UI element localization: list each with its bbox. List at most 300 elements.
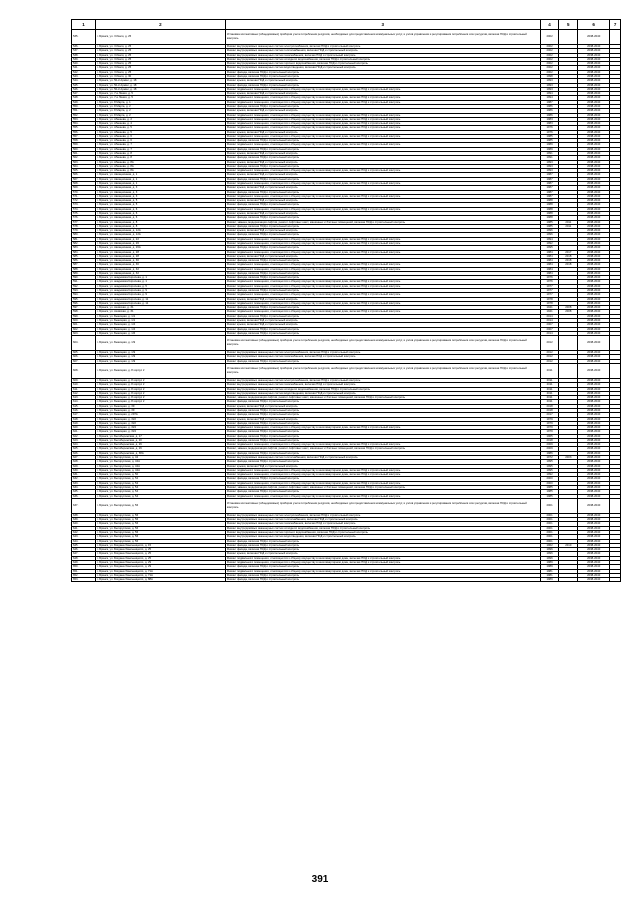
last-repair-year-cell: 2018 (559, 263, 578, 267)
planned-period-cell: 2038-2040 (578, 468, 610, 472)
planned-period-cell: 2038-2040 (578, 486, 610, 490)
build-year-cell: 1993 (540, 164, 559, 168)
address-cell: г. Брянск, ул. Авиационная, д. 26А (96, 246, 226, 250)
planned-period-cell: 2038-2040 (578, 426, 610, 430)
build-year-cell: 1984 (540, 259, 559, 263)
address-cell: г. Брянск, ул. Белорусская, д. 56 (96, 518, 226, 522)
build-year-cell: 2001 (540, 530, 559, 534)
work-type-cell: Установка коллективных (общедомовых) приборов учета потребления ресурсов, необходимых для предоставления коммунальных услуг, и узлов управления и регулирования потребления этих ресурсов, включая ПСД и строительный контроль (225, 498, 540, 513)
address-cell: г. Брянск, ул. Бежицкая, д. 1/4 (96, 327, 226, 331)
row-number-cell: 591. (72, 280, 96, 284)
row-number-cell: 622. (72, 434, 96, 438)
build-year-cell: 1995 (540, 464, 559, 468)
build-year-cell: 1991 (540, 156, 559, 160)
header-col-4: 4 (540, 20, 559, 30)
address-cell: г. Брянск, ул. Бежицкая, д. 39 (96, 408, 226, 412)
build-year-cell: 1983 (540, 122, 559, 126)
work-type-cell: Ремонт фасада, включая ПСД и строительный контроль (225, 276, 540, 280)
build-year-cell: 1985 (540, 134, 559, 138)
address-cell: г. Брянск, ул. Абашева, д. 8 (96, 152, 226, 156)
planned-period-cell: 2038-2040 (578, 250, 610, 254)
address-cell: г. Брянск, ул. академика Королева, д. 9 (96, 289, 226, 293)
work-type-cell: Ремонт подвального помещения, относящегося к общему имуществу в многоквартирном доме, включая ПСД и строительный контроль (225, 194, 540, 198)
planned-period-cell: 2038-2040 (578, 177, 610, 181)
planned-period-cell: 2038-2040 (578, 387, 610, 391)
work-type-cell: Ремонт фасада, включая ПСД и строительный контроль (225, 224, 540, 228)
work-type-cell: Ремонт крыши, включая ПСД и строительный контроль (225, 323, 540, 327)
row-number-cell: 612. (72, 391, 96, 395)
build-year-cell: 1972 (540, 456, 559, 460)
build-year-cell: 2002 (540, 53, 559, 57)
work-type-cell: Ремонт подвального помещения, относящегося к общему имуществу в многоквартирном доме, включая ПСД и строительный контроль (225, 117, 540, 121)
address-cell: г. Брянск, ул. Богдана Хмельницкого, д. 88А (96, 578, 226, 582)
address-cell: г. Брянск, ул. 3 Июля, д. 25 (96, 70, 226, 74)
work-type-cell: Ремонт фасада, включая ПСД и строительный контроль (225, 104, 540, 108)
planned-period-cell: 2038-2040 (578, 113, 610, 117)
build-year-cell: 1988 (540, 203, 559, 207)
work-type-cell: Ремонт фасада, включая ПСД и строительный контроль (225, 246, 540, 250)
row-number-cell: 562. (72, 156, 96, 160)
address-cell: г. Брянск, ул. Бежицкая, д. 8 корпус 2 (96, 387, 226, 391)
work-type-cell: Ремонт внутридомовых инженерных систем газоснабжения, включая ПСД и строительный контроль (225, 383, 540, 387)
row-number-cell: 587. (72, 263, 96, 267)
address-cell: г. Брянск, ул. Авиационная, д. 6 (96, 216, 226, 220)
work-type-cell: Установка коллективных (общедомовых) приборов учета потребления ресурсов, необходимых для предоставления коммунальных услуг, и узлов управления и регулирования потребления этих ресурсов, включая ПСД и строительный контроль (225, 30, 540, 45)
row-number-cell: 579. (72, 229, 96, 233)
address-cell: г. Брянск, ул. Абашева, д. 6 (96, 134, 226, 138)
row-number-cell: 599. (72, 314, 96, 318)
row-number-cell: 608. (72, 363, 96, 378)
last-repair-year-cell: 2018 (559, 259, 578, 263)
work-type-cell: Ремонт внутридомовых инженерных систем газоснабжения, включая ПСД и строительный контроль (225, 355, 540, 359)
work-type-cell: Ремонт подвального помещения, относящегося к общему имуществу в многоквартирном доме, включая ПСД и строительный контроль (225, 556, 540, 560)
work-type-cell: Ремонт подвального помещения, относящегося к общему имуществу в многоквартирном доме, включая ПСД и строительный контроль (225, 293, 540, 297)
row-number-cell: 538. (72, 53, 96, 57)
build-year-cell: 2014 (540, 314, 559, 318)
work-type-cell: Ремонт подвального помещения, относящегося к общему имуществу в многоквартирном доме, включая ПСД и строительный контроль (225, 100, 540, 104)
row-number-cell: 597. (72, 306, 96, 310)
address-cell: г. Брянск, ул. Авиационная, д. 12А (96, 233, 226, 237)
planned-period-cell: 2038-2040 (578, 383, 610, 387)
work-type-cell: Ремонт подвального помещения, относящегося к общему имуществу в многоквартирном доме, включая ПСД и строительный контроль (225, 301, 540, 305)
work-type-cell: Ремонт подвального помещения, относящегося к общему имуществу в многоквартирном доме, включая ПСД и строительный контроль (225, 122, 540, 126)
row-number-cell: 581. (72, 237, 96, 241)
address-cell: г. Брянск, ул. Богдана Хмельницкого, д. 29 (96, 565, 226, 569)
build-year-cell: 1977 (540, 284, 559, 288)
row-number-cell: 638. (72, 513, 96, 517)
address-cell: г. Брянск, ул. Богдана Хмельницкого, д. 71А (96, 573, 226, 577)
row-number-cell: 626. (72, 451, 96, 455)
work-type-cell: Ремонт фасада, включая ПСД и строительный контроль (225, 408, 540, 412)
work-type-cell: Ремонт внутридомовых инженерных систем электроснабжения, включая ПСД и строительный контроль (225, 378, 540, 382)
table-header-row (72, 20, 621, 30)
row-number-cell: 632. (72, 477, 96, 481)
planned-period-cell: 2038-2040 (578, 152, 610, 156)
build-year-cell: 1976 (540, 130, 559, 134)
address-cell: г. Брянск, ул. Белорусская, д. 56 (96, 513, 226, 517)
address-cell: г. Брянск, ул. Азовская, д. 31 (96, 306, 226, 310)
planned-period-cell: 2038-2040 (578, 100, 610, 104)
address-cell: г. Брянск, ул. Абашева, д. 8 (96, 156, 226, 160)
address-cell: г. Брянск, ул. Бежицкая, д. 322 (96, 417, 226, 421)
build-year-cell: 2001 (540, 539, 559, 543)
work-type-cell: Ремонт крыши, включая ПСД и строительный контроль (225, 186, 540, 190)
address-cell: г. Брянск, ул. Авиационная, д. 30 (96, 263, 226, 267)
address-cell: г. Брянск, ул. Белорусская, д. 56 (96, 526, 226, 530)
address-cell: г. Брянск, ул. Абашева, д. 8А (96, 169, 226, 173)
table-row (72, 336, 621, 351)
build-year-cell: 2018 (540, 408, 559, 412)
planned-period-cell: 2038-2040 (578, 229, 610, 233)
address-cell: г. Брянск, ул. Авиационная, д. 6 (96, 211, 226, 215)
row-number-cell: 611. (72, 387, 96, 391)
planned-period-cell: 2038-2040 (578, 74, 610, 78)
row-number-cell: 585. (72, 254, 96, 258)
work-type-cell: Ремонт фасада, включая ПСД и строительный контроль (225, 359, 540, 363)
address-cell: г. Брянск, ул. Богдана Хмельницкого, д. 29 (96, 560, 226, 564)
work-type-cell: Ремонт фасада, включая ПСД и строительный контроль (225, 190, 540, 194)
planned-period-cell: 2038-2040 (578, 438, 610, 442)
address-cell: г. Брянск, ул. 3 Июля, д. 25 (96, 62, 226, 66)
work-type-cell: Ремонт подвального помещения, относящегося к общему имуществу в многоквартирном доме, включая ПСД и строительный контроль (225, 237, 540, 241)
work-type-cell: Ремонт, замена, модернизация лифтов, ремонт лифтовых шахт, машинных и блочных помещений, включая ПСД и строительный контроль (225, 447, 540, 451)
build-year-cell: 1986 (540, 109, 559, 113)
row-number-cell: 574. (72, 207, 96, 211)
row-number-cell: 594. (72, 293, 96, 297)
address-cell: г. Брянск, ул. Белорусская, д. 54 (96, 490, 226, 494)
work-type-cell: Ремонт крыши, включая ПСД и строительный контроль (225, 229, 540, 233)
planned-period-cell: 2038-2040 (578, 530, 610, 534)
work-type-cell: Ремонт крыши, включая ПСД и строительный контроль (225, 211, 540, 215)
work-type-cell: Ремонт фасада, включая ПСД и строительный контроль (225, 147, 540, 151)
planned-period-cell: 2038-2040 (578, 498, 610, 513)
work-type-cell: Ремонт фасада, включая ПСД и строительный контроль (225, 430, 540, 434)
work-type-cell: Ремонт подвального помещения, относящегося к общему имуществу в многоквартирном доме, включая ПСД и строительный контроль (225, 473, 540, 477)
planned-period-cell: 2038-2040 (578, 224, 610, 228)
address-cell: г. Брянск, ул. Бежицкая, д. 1/9 (96, 336, 226, 351)
build-year-cell: 1977 (540, 293, 559, 297)
row-number-cell: 602. (72, 327, 96, 331)
work-type-cell: Установка коллективных (общедомовых) приборов учета потребления ресурсов, необходимых для предоставления коммунальных услуг, и узлов управления и регулирования потребления этих ресурсов, включая ПСД и строительный контроль (225, 363, 540, 378)
address-cell: г. Брянск, ул. Белорусская, д. 54 (96, 494, 226, 498)
address-cell: г. Брянск, ул. Абашева, д. 8А (96, 164, 226, 168)
planned-period-cell: 2038-2040 (578, 134, 610, 138)
work-type-cell: Ремонт крыши, включая ПСД и строительный контроль (225, 173, 540, 177)
planned-period-cell: 2038-2040 (578, 147, 610, 151)
build-year-cell: 1987 (540, 186, 559, 190)
row-number-cell: 619. (72, 421, 96, 425)
address-cell: г. Брянск, ул. академика Королева, д. 5 (96, 284, 226, 288)
row-number-cell: 640. (72, 522, 96, 526)
planned-period-cell: 2038-2040 (578, 30, 610, 45)
address-cell: г. Брянск, ул. Авиационная, д. 22 (96, 237, 226, 241)
address-cell: г. Брянск, ул. Авиационная, д. 30 (96, 259, 226, 263)
address-cell: г. Брянск, ул. Бежицкая, д. 8 корпус 2 (96, 396, 226, 400)
build-year-cell: 2017 (540, 413, 559, 417)
build-year-cell: 1984 (540, 250, 559, 254)
row-number-cell: 551. (72, 109, 96, 113)
build-year-cell: 2002 (540, 57, 559, 61)
address-cell: г. Брянск, ул. Белобережская, д. 26 (96, 443, 226, 447)
work-type-cell: Ремонт фасада, включая ПСД и строительный контроль (225, 565, 540, 569)
row-number-cell: 627. (72, 456, 96, 460)
row-number-cell: 631. (72, 473, 96, 477)
work-type-cell: Ремонт подвального помещения, относящегося к общему имуществу в многоквартирном доме, включая ПСД и строительный контроль (225, 468, 540, 472)
address-cell: г. Брянск, ул. Абашева, д. 6 (96, 139, 226, 143)
work-type-cell: Ремонт крыши, включая ПСД и строительный контроль (225, 297, 540, 301)
work-type-cell: Ремонт фасада, включая ПСД и строительный контроль (225, 578, 540, 582)
work-type-cell: Ремонт внутридомовых инженерных систем теплоснабжения, включая ПСД и строительный контроль (225, 456, 540, 460)
work-type-cell: Ремонт подвального помещения, относящегося к общему имуществу в многоквартирном доме, включая ПСД и строительный контроль (225, 87, 540, 91)
build-year-cell: 1986 (540, 113, 559, 117)
work-type-cell: Ремонт крыши, включая ПСД и строительный контроль (225, 552, 540, 556)
row-number-cell: 576. (72, 216, 96, 220)
row-number-cell: 601. (72, 323, 96, 327)
work-type-cell: Ремонт крыши, включая ПСД и строительный контроль (225, 160, 540, 164)
work-type-cell: Ремонт фасада, включая ПСД и строительный контроль (225, 331, 540, 335)
address-cell: г. Брянск, ул. Бежицкая, д. 297А (96, 413, 226, 417)
build-year-cell: 1984 (540, 263, 559, 267)
row-number-cell: 604. (72, 336, 96, 351)
build-year-cell: 1985 (540, 220, 559, 224)
address-cell: г. Брянск, ул. 8 Марта, д. 2 (96, 109, 226, 113)
row-number-cell: 589. (72, 271, 96, 275)
row-number-cell: 621. (72, 430, 96, 434)
planned-period-cell: 2038-2040 (578, 560, 610, 564)
build-year-cell: 1941 (540, 306, 559, 310)
row-number-cell: 588. (72, 267, 96, 271)
build-year-cell: 2001 (540, 498, 559, 513)
row-number-cell: 552. (72, 113, 96, 117)
row-number-cell: 606. (72, 355, 96, 359)
row-number-cell: 539. (72, 57, 96, 61)
header-col-6: 6 (578, 20, 610, 30)
address-cell: г. Брянск, ул. 3 Июля, д. 25 (96, 30, 226, 45)
planned-period-cell: 2038-2040 (578, 421, 610, 425)
planned-period-cell: 2038-2040 (578, 169, 610, 173)
work-type-cell: Ремонт фасада, включая ПСД и строительный контроль (225, 477, 540, 481)
last-repair-year-cell: 2018 (559, 254, 578, 258)
row-number-cell: 610. (72, 383, 96, 387)
work-type-cell: Ремонт внутридомовых инженерных систем теплоснабжения, включая ПСД и строительный контроль (225, 49, 540, 53)
planned-period-cell: 2038-2040 (578, 539, 610, 543)
address-cell: г. Брянск, ул. Бежицкая, д. 1/9 (96, 359, 226, 363)
work-type-cell: Ремонт внутридомовых инженерных систем водоотведения, включая ПСД и строительный контроль (225, 391, 540, 395)
row-number-cell: 546. (72, 87, 96, 91)
build-year-cell: 1996 (540, 229, 559, 233)
address-cell: г. Брянск, ул. Белорусская, д. 56 (96, 498, 226, 513)
row-number-cell: 578. (72, 224, 96, 228)
build-year-cell: 1993 (540, 87, 559, 91)
planned-period-cell: 2038-2040 (578, 306, 610, 310)
planned-period-cell: 2038-2040 (578, 156, 610, 160)
work-type-cell: Ремонт фасада, включая ПСД и строительный контроль (225, 156, 540, 160)
build-year-cell: 2011 (540, 378, 559, 382)
address-cell: г. Брянск, ул. Бежицкая, д. 39 (96, 404, 226, 408)
address-cell: г. Брянск, ул. Авиационная, д. 28 (96, 250, 226, 254)
planned-period-cell: 2038-2040 (578, 464, 610, 468)
build-year-cell: 1985 (540, 224, 559, 228)
work-type-cell: Установка коллективных (общедомовых) приборов учета потребления ресурсов, необходимых для предоставления коммунальных услуг, и узлов управления и регулирования потребления этих ресурсов, включая ПСД и строительный контроль (225, 336, 540, 351)
work-type-cell: Ремонт крыши, включая ПСД и строительный контроль (225, 92, 540, 96)
register-sheet (71, 19, 621, 582)
row-number-cell: 580. (72, 233, 96, 237)
planned-period-cell: 2038-2040 (578, 241, 610, 245)
build-year-cell: 1993 (540, 83, 559, 87)
build-year-cell: 1985 (540, 139, 559, 143)
build-year-cell: 2002 (540, 30, 559, 45)
row-number-cell: 567. (72, 177, 96, 181)
build-year-cell: 1979 (540, 421, 559, 425)
address-cell: г. Брянск, ул. Бежицкая, д. 324 (96, 430, 226, 434)
row-number-cell: 603. (72, 331, 96, 335)
address-cell: г. Брянск, ул. Абашева, д. 8А (96, 160, 226, 164)
planned-period-cell: 2038-2040 (578, 359, 610, 363)
address-cell: г. Брянск, ул. Абашева, д. 7 (96, 143, 226, 147)
header-col-5: 5 (559, 20, 578, 30)
planned-period-cell: 2038-2040 (578, 556, 610, 560)
planned-period-cell: 2038-2040 (578, 301, 610, 305)
row-number-cell: 554. (72, 122, 96, 126)
work-type-cell: Ремонт фасада, включая ПСД и строительный контроль (225, 74, 540, 78)
planned-period-cell: 2038-2040 (578, 473, 610, 477)
build-year-cell: 2001 (540, 518, 559, 522)
build-year-cell: 1994 (540, 92, 559, 96)
row-number-cell: 628. (72, 460, 96, 464)
build-year-cell: 2002 (540, 66, 559, 70)
row-number-cell: 583. (72, 246, 96, 250)
build-year-cell: 1993 (540, 169, 559, 173)
address-cell: г. Брянск, ул. Абашева, д. 2 (96, 117, 226, 121)
planned-period-cell: 2038-2040 (578, 53, 610, 57)
work-type-cell: Ремонт подвального помещения, относящегося к общему имуществу в многоквартирном доме, включая ПСД и строительный контроль (225, 481, 540, 485)
row-number-cell: 547. (72, 92, 96, 96)
planned-period-cell: 2038-2040 (578, 207, 610, 211)
address-cell: г. Брянск, ул. 3 Июля, д. 25 (96, 45, 226, 49)
planned-period-cell: 2038-2040 (578, 363, 610, 378)
planned-period-cell: 2038-2040 (578, 246, 610, 250)
build-year-cell: 2002 (540, 62, 559, 66)
address-cell: г. Брянск, ул. Бежицкая, д. 1/6 (96, 331, 226, 335)
last-repair-year-cell (559, 363, 578, 378)
build-year-cell: 1981 (540, 569, 559, 573)
planned-period-cell: 2038-2040 (578, 173, 610, 177)
address-cell: г. Брянск, ул. Белорусская, д. 50 (96, 473, 226, 477)
address-cell: г. Брянск, ул. Белорусская, д. 56 (96, 535, 226, 539)
table-row (72, 498, 621, 513)
address-cell: г. Брянск, ул. академика Королева, д. 1 (96, 276, 226, 280)
planned-period-cell: 2038-2040 (578, 578, 610, 582)
build-year-cell: 1985 (540, 490, 559, 494)
work-type-cell: Ремонт фасада, включая ПСД и строительный контроль (225, 164, 540, 168)
planned-period-cell: 2038-2040 (578, 451, 610, 455)
work-type-cell: Ремонт фасада, включая ПСД и строительный контроль (225, 177, 540, 181)
work-type-cell: Ремонт подвального помещения, относящегося к общему имуществу в многоквартирном доме, включая ПСД и строительный контроль (225, 241, 540, 245)
work-type-cell: Ремонт фасада, включая ПСД и строительный контроль (225, 271, 540, 275)
build-year-cell: 1989 (540, 565, 559, 569)
address-cell: г. Брянск, ул. академика Королева, д. 11 (96, 297, 226, 301)
row-number-cell: 568. (72, 182, 96, 186)
build-year-cell: 2012 (540, 351, 559, 355)
planned-period-cell: 2038-2040 (578, 126, 610, 130)
work-type-cell: Ремонт фасада, включая ПСД и строительный контроль (225, 259, 540, 263)
work-type-cell: Ремонт фасада, включая ПСД и строительный контроль (225, 573, 540, 577)
row-number-cell: 565. (72, 169, 96, 173)
address-cell: г. Брянск, ул. 50-й Армии, д. 18 (96, 87, 226, 91)
note-cell (610, 30, 621, 45)
work-type-cell: Ремонт подвального помещения, относящегося к общему имуществу в многоквартирном доме, включая ПСД и строительный контроль (225, 207, 540, 211)
planned-period-cell: 2038-2040 (578, 400, 610, 404)
work-type-cell: Ремонт подвального помещения, относящегося к общему имуществу в многоквартирном доме, включая ПСД и строительный контроль (225, 169, 540, 173)
work-type-cell: Ремонт подвального помещения, относящегося к общему имуществу в многоквартирном доме, включая ПСД и строительный контроль (225, 134, 540, 138)
row-number-cell: 560. (72, 147, 96, 151)
build-year-cell: 1987 (540, 100, 559, 104)
address-cell: г. Брянск, ул. 8 Марта, д. 2 (96, 113, 226, 117)
build-year-cell: 1962 (540, 543, 559, 547)
planned-period-cell: 2038-2040 (578, 552, 610, 556)
build-year-cell: 1994 (540, 237, 559, 241)
planned-period-cell: 2038-2040 (578, 122, 610, 126)
planned-period-cell: 2038-2040 (578, 117, 610, 121)
row-number-cell: 641. (72, 526, 96, 530)
row-number-cell: 549. (72, 100, 96, 104)
address-cell: г. Брянск, ул. Бежицкая, д. 8 корпус 2 (96, 378, 226, 382)
planned-period-cell: 2038-2040 (578, 267, 610, 271)
planned-period-cell: 2038-2040 (578, 481, 610, 485)
build-year-cell: 1994 (540, 96, 559, 100)
planned-period-cell: 2038-2040 (578, 413, 610, 417)
address-cell: г. Брянск, ул. 3 Июля, д. 25 (96, 53, 226, 57)
planned-period-cell: 2038-2040 (578, 203, 610, 207)
build-year-cell: 1976 (540, 280, 559, 284)
address-cell: г. Брянск, ул. Азовская, д. 31 (96, 310, 226, 314)
planned-period-cell: 2038-2040 (578, 460, 610, 464)
planned-period-cell: 2038-2040 (578, 194, 610, 198)
row-number-cell: 614. (72, 400, 96, 404)
row-number-cell: 566. (72, 173, 96, 177)
build-year-cell: 2001 (540, 526, 559, 530)
planned-period-cell: 2038-2040 (578, 293, 610, 297)
work-type-cell: Ремонт внутридомовых инженерных систем водоотведения, включая ПСД и строительный контроль (225, 66, 540, 70)
row-number-cell: 630. (72, 468, 96, 472)
row-number-cell: 613. (72, 396, 96, 400)
build-year-cell: 2018 (540, 404, 559, 408)
work-type-cell: Ремонт подвального помещения, относящегося к общему имуществу в многоквартирном доме, включая ПСД и строительный контроль (225, 310, 540, 314)
address-cell: г. Брянск, ул. Авиационная, д. 3 (96, 194, 226, 198)
build-year-cell: 1987 (540, 177, 559, 181)
planned-period-cell: 2038-2040 (578, 443, 610, 447)
table-row (72, 578, 621, 582)
address-cell: г. Брянск, ул. Авиационная, д. 3 (96, 190, 226, 194)
address-cell: г. Брянск, ул. Белобережская, д. 26 (96, 447, 226, 451)
address-cell: г. Брянск, ул. Бежицкая, д. 8 корпус 2 (96, 363, 226, 378)
row-number-cell: 555. (72, 126, 96, 130)
address-cell: г. Брянск, ул. Белорусская, д. 56 (96, 522, 226, 526)
work-type-cell: Ремонт фасада, включая ПСД и строительный контроль (225, 83, 540, 87)
row-number-cell: 570. (72, 190, 96, 194)
address-cell: г. Брянск, ул. 3 Июля, д. 30 (96, 74, 226, 78)
planned-period-cell: 2038-2040 (578, 447, 610, 451)
build-year-cell: 1941 (540, 310, 559, 314)
build-year-cell: 1978 (540, 301, 559, 305)
work-type-cell: Ремонт крыши, включая ПСД и строительный контроль (225, 130, 540, 134)
capital-repair-table (71, 19, 621, 582)
work-type-cell: Ремонт подвального помещения, относящегося к общему имуществу в многоквартирном доме, включая ПСД и строительный контроль (225, 126, 540, 130)
note-cell (610, 578, 621, 582)
planned-period-cell: 2038-2040 (578, 314, 610, 318)
work-type-cell: Ремонт подвального помещения, относящегося к общему имуществу в многоквартирном доме, включая ПСД и строительный контроль (225, 280, 540, 284)
note-cell (610, 336, 621, 351)
